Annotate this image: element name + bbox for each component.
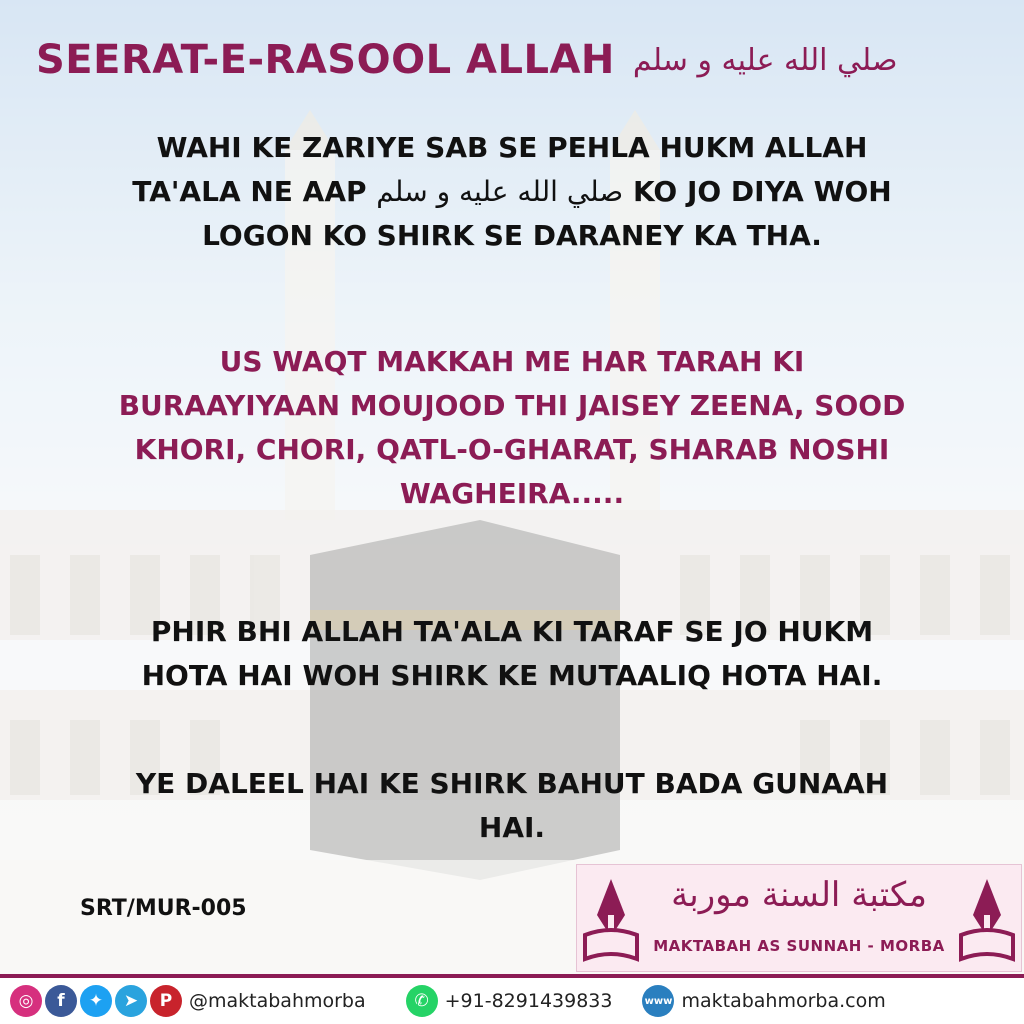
instagram-icon[interactable]: ◎ [10,985,42,1017]
text-segment: TA'ALA NE AAP [132,175,367,208]
paragraph-line: PHIR BHI ALLAH TA'ALA KI TARAF SE JO HUKM [150,615,874,648]
header-title [36,30,988,90]
reference-code: SRT/MUR-005 [80,896,247,921]
logo-english-name: MAKTABAH AS SUNNAH - MORBA [653,937,945,955]
paragraph-hukm-shirk [30,610,994,698]
twitter-icon[interactable]: ✦ [80,985,112,1017]
paragraph-line: LOGON KO SHIRK SE DARANEY KA THA. [202,219,822,252]
telegram-icon[interactable]: ➤ [115,985,147,1017]
paragraph-line: WAGHEIRA..... [399,477,625,510]
paragraph-line: YE DALEEL HAI KE SHIRK BAHUT BADA GUNAAH [135,767,889,800]
paragraph-line: HOTA HAI WOH SHIRK KE MUTAALIQ HOTA HAI. [141,659,883,692]
paragraph-line: HAI. [478,811,546,844]
contact-footer [0,974,1024,1024]
text-segment: KO JO DIYA WOH [632,175,892,208]
social-handle[interactable]: @maktabahmorba [189,990,366,1012]
paragraph-line [30,170,994,214]
logo-arabic-name: مكتبة السنة موربة [671,875,927,915]
paragraph-line: WAHI KE ZARIYE SAB SE PEHLA HUKM ALLAH [156,131,868,164]
facebook-icon[interactable]: f [45,985,77,1017]
arabic-salutation: صلي الله عليه و سلم [376,175,624,208]
website-link[interactable]: maktabahmorba.com [681,990,886,1012]
pinterest-icon[interactable]: P [150,985,182,1017]
phone-number[interactable]: +91-8291439833 [444,990,613,1012]
page-title: SEERAT-E-RASOOL ALLAH [36,37,615,83]
paragraph-line: US WAQT MAKKAH ME HAR TARAH KI [219,345,805,378]
pen-book-emblem-icon [959,875,1015,963]
whatsapp-icon[interactable]: ✆ [406,985,438,1017]
page-title-arabic-salutation: صلي الله عليه و سلم [632,42,898,78]
paragraph-daleel [30,762,994,850]
globe-www-icon[interactable]: www [642,985,674,1017]
publisher-logo [576,864,1022,972]
pen-book-emblem-icon [583,875,639,963]
paragraph-makkah-evils [30,340,994,516]
paragraph-line: KHORI, CHORI, QATL-O-GHARAT, SHARAB NOSHI [134,433,890,466]
paragraph-line: BURAAYIYAAN MOUJOOD THI JAISEY ZEENA, SOOD [118,389,906,422]
paragraph-first-command [30,126,994,258]
